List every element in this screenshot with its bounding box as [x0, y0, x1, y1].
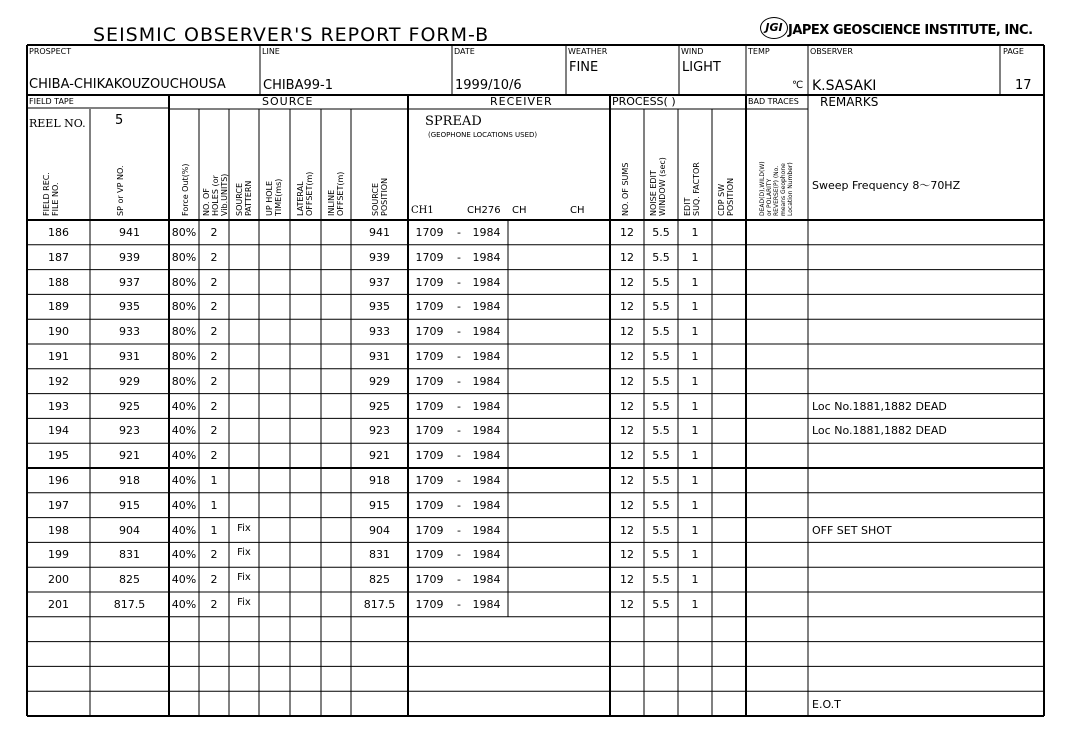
noise-edit-header: NOISE EDIT WINDOW (sec) [649, 157, 667, 216]
ch1-location-cell: 1709 [415, 275, 444, 289]
range-dash: - [457, 523, 461, 537]
force-out-cell: 80% [171, 325, 197, 339]
range-dash: - [457, 598, 461, 611]
sp-vp-cell: 923 [119, 424, 140, 438]
sp-vp-header: SP or VP NO. [116, 165, 125, 216]
ch276-location-cell: 1984 [472, 399, 501, 413]
edit-factor-cell: 1 [691, 374, 699, 388]
holes-cell: 2 [210, 449, 218, 463]
source-pattern-cell: Fix [237, 547, 251, 559]
edit-factor-cell: 1 [691, 498, 699, 512]
bad-traces-header: BAD TRACES [748, 97, 799, 106]
ch1-location-cell: 1709 [415, 350, 444, 363]
field-rec-cell: 188 [48, 275, 69, 289]
edit-factor-cell: 1 [691, 523, 699, 537]
force-out-cell: 40% [171, 449, 197, 463]
ch276-location-cell: 1984 [472, 573, 501, 587]
range-dash: - [457, 350, 461, 363]
observer-value: K.SASAKI [812, 78, 877, 94]
noise-edit-cell: 5.5 [652, 300, 670, 314]
field-rec-cell: 189 [48, 300, 69, 314]
ch276-location-cell: 1984 [472, 424, 501, 438]
date-value: 1999/10/6 [455, 78, 522, 93]
field-rec-cell: 197 [48, 498, 69, 512]
holes-cell: 1 [210, 474, 218, 487]
num-sums-cell: 12 [620, 350, 634, 363]
noise-edit-cell: 5.5 [652, 374, 670, 388]
sp-vp-cell: 941 [119, 226, 140, 239]
field-rec-cell: 199 [48, 548, 69, 562]
holes-cell: 1 [210, 523, 218, 537]
ch1-location-cell: 1709 [415, 226, 444, 239]
spread-label: SPREAD [425, 114, 482, 129]
sp-vp-cell: 935 [119, 300, 140, 314]
edit-factor-header: EDIT SUQ. FACTOR [683, 162, 701, 216]
source-pattern-header: SOURCE PATTERN [235, 180, 253, 216]
force-out-cell: 80% [171, 250, 197, 264]
edit-factor-cell: 1 [691, 325, 699, 339]
ch276-location-cell: 1984 [472, 374, 501, 388]
source-position-cell: 931 [369, 350, 390, 363]
sp-vp-cell: 939 [119, 250, 140, 264]
ch276-location-cell: 1984 [472, 548, 501, 562]
num-sums-cell: 12 [620, 325, 634, 339]
ch1-location-cell: 1709 [415, 250, 444, 264]
sp-vp-cell: 929 [119, 374, 140, 388]
force-out-cell: 40% [171, 498, 197, 512]
ch1-location-cell: 1709 [415, 598, 444, 611]
field-rec-cell: 193 [48, 399, 69, 413]
holes-cell: 2 [210, 374, 218, 388]
noise-edit-cell: 5.5 [652, 449, 670, 463]
ch276-location-cell: 1984 [472, 449, 501, 463]
edit-factor-cell: 1 [691, 424, 699, 438]
ch1-location-cell: 1709 [415, 300, 444, 314]
force-out-cell: 40% [171, 573, 197, 587]
force-out-cell: 40% [171, 399, 197, 413]
sp-vp-cell: 925 [119, 399, 140, 413]
weather-label: WEATHER [568, 47, 608, 56]
holes-cell: 2 [210, 573, 218, 587]
field-rec-cell: 191 [48, 350, 69, 363]
source-position-cell: 831 [369, 548, 390, 562]
range-dash: - [457, 548, 461, 562]
num-sums-cell: 12 [620, 548, 634, 562]
sp-vp-cell: 933 [119, 325, 140, 339]
field-rec-cell: 190 [48, 325, 69, 339]
range-dash: - [457, 474, 461, 487]
range-dash: - [457, 275, 461, 289]
source-position-cell: 817.5 [363, 598, 396, 611]
ch1-location-cell: 1709 [415, 374, 444, 388]
source-position-cell: 925 [369, 399, 390, 413]
bad-trace-types-header: DEAD(D),WILD(W) or POLARITY REVERSE(P) (No. means Geophone Location Number) [759, 161, 794, 216]
num-sums-cell: 12 [620, 424, 634, 438]
source-position-cell: 918 [369, 474, 390, 487]
cdp-sw-header: CDP SW POSITION [717, 177, 735, 216]
report-title: SEISMIC OBSERVER'S REPORT FORM-B [93, 24, 490, 46]
prospect-label: PROSPECT [29, 47, 72, 56]
reel-value: 5 [115, 113, 124, 128]
sp-vp-cell: 904 [119, 523, 140, 537]
sp-vp-cell: 931 [119, 350, 140, 363]
holes-cell: 2 [210, 350, 218, 363]
num-sums-cell: 12 [620, 573, 634, 587]
range-dash: - [457, 374, 461, 388]
holes-cell: 2 [210, 250, 218, 264]
force-out-cell: 80% [171, 350, 197, 363]
ch276-location-cell: 1984 [472, 325, 501, 339]
page-value: 17 [1015, 78, 1032, 93]
holes-cell: 1 [210, 498, 218, 512]
edit-factor-cell: 1 [691, 573, 699, 587]
ch276-location-cell: 1984 [472, 523, 501, 537]
num-sums-header: NO. OF SUMS [621, 162, 630, 216]
source-position-cell: 933 [369, 325, 390, 339]
source-position-cell: 904 [369, 523, 390, 537]
range-dash: - [457, 399, 461, 413]
field-rec-cell: 196 [48, 474, 69, 487]
jgi-logo-icon: JGI [760, 17, 788, 39]
wind-value: LIGHT [682, 60, 721, 75]
edit-factor-cell: 1 [691, 226, 699, 239]
uphole-header: UP HOLE TIME(ms) [265, 178, 283, 216]
source-position-cell: 935 [369, 300, 390, 314]
force-out-cell: 40% [171, 474, 197, 487]
field-rec-cell: 198 [48, 523, 69, 537]
noise-edit-cell: 5.5 [652, 325, 670, 339]
edit-factor-cell: 1 [691, 350, 699, 363]
ch1-location-cell: 1709 [415, 449, 444, 463]
ch1-location-cell: 1709 [415, 325, 444, 339]
field-rec-cell: 195 [48, 449, 69, 463]
num-sums-cell: 12 [620, 399, 634, 413]
source-pattern-cell: Fix [237, 572, 251, 584]
num-sums-cell: 12 [620, 275, 634, 289]
source-position-cell: 937 [369, 275, 390, 289]
edit-factor-cell: 1 [691, 399, 699, 413]
ch276-location-cell: 1984 [472, 250, 501, 264]
holes-cell: 2 [210, 325, 218, 339]
noise-edit-cell: 5.5 [652, 350, 670, 363]
remarks-cell: Loc No.1881,1882 DEAD [812, 399, 947, 413]
num-sums-cell: 12 [620, 523, 634, 537]
source-position-header: SOURCE POSITION [371, 177, 389, 216]
edit-factor-cell: 1 [691, 449, 699, 463]
range-dash: - [457, 424, 461, 438]
source-position-cell: 923 [369, 424, 390, 438]
source-header: SOURCE [262, 95, 314, 108]
num-sums-cell: 12 [620, 226, 634, 239]
noise-edit-cell: 5.5 [652, 573, 670, 587]
remarks-cell: Loc No.1881,1882 DEAD [812, 424, 947, 438]
range-dash: - [457, 300, 461, 314]
source-position-cell: 915 [369, 498, 390, 512]
field-tape-label: FIELD TAPE [29, 97, 74, 106]
source-position-cell: 939 [369, 250, 390, 264]
noise-edit-cell: 5.5 [652, 523, 670, 537]
holes-cell: 2 [210, 548, 218, 562]
page-label: PAGE [1003, 47, 1024, 56]
geophone-note: (GEOPHONE LOCATIONS USED) [428, 131, 538, 139]
company-name: JAPEX GEOSCIENCE INSTITUTE, INC. [788, 23, 1033, 38]
line-label: LINE [262, 47, 280, 56]
range-dash: - [457, 498, 461, 512]
holes-cell: 2 [210, 226, 218, 239]
noise-edit-cell: 5.5 [652, 399, 670, 413]
ch276-location-cell: 1984 [472, 350, 501, 363]
source-position-cell: 825 [369, 573, 390, 587]
receiver-header: RECEIVER [490, 95, 553, 108]
holes-cell: 2 [210, 275, 218, 289]
range-dash: - [457, 573, 461, 587]
ch276-location-cell: 1984 [472, 226, 501, 239]
force-out-cell: 80% [171, 226, 197, 239]
noise-edit-cell: 5.5 [652, 598, 670, 611]
temp-unit: ℃ [792, 80, 804, 91]
ch276-location-cell: 1984 [472, 498, 501, 512]
sp-vp-cell: 825 [119, 573, 140, 587]
range-dash: - [457, 449, 461, 463]
holes-cell: 2 [210, 300, 218, 314]
noise-edit-cell: 5.5 [652, 548, 670, 562]
noise-edit-cell: 5.5 [652, 250, 670, 264]
ch276-location-cell: 1984 [472, 598, 501, 611]
num-sums-cell: 12 [620, 250, 634, 264]
field-rec-cell: 186 [48, 226, 69, 239]
ch276-location-cell: 1984 [472, 474, 501, 487]
ch1-location-cell: 1709 [415, 573, 444, 587]
date-label: DATE [454, 47, 475, 56]
noise-edit-cell: 5.5 [652, 424, 670, 438]
noise-edit-cell: 5.5 [652, 498, 670, 512]
sp-vp-cell: 937 [119, 275, 140, 289]
noise-edit-cell: 5.5 [652, 226, 670, 239]
field-rec-cell: 194 [48, 424, 69, 438]
sweep-note: Sweep Frequency 8～70HZ [812, 179, 961, 192]
field-rec-cell: 200 [48, 573, 69, 587]
edit-factor-cell: 1 [691, 598, 699, 611]
num-sums-cell: 12 [620, 374, 634, 388]
wind-label: WIND [681, 47, 704, 56]
source-position-cell: 921 [369, 449, 390, 463]
ch276-label: CH276 [467, 205, 501, 216]
field-rec-header: FIELD REC. FILE NO. [42, 172, 60, 216]
holes-header: NO. OF HOLES (or Vib.UNITS) [202, 173, 229, 216]
ch-label-b: CH [570, 205, 585, 216]
ch1-location-cell: 1709 [415, 399, 444, 413]
lateral-offset-header: LATERAL OFFSET(m) [296, 171, 314, 216]
edit-factor-cell: 1 [691, 548, 699, 562]
holes-cell: 2 [210, 399, 218, 413]
field-rec-cell: 192 [48, 374, 69, 388]
source-pattern-cell: Fix [237, 597, 251, 608]
sp-vp-cell: 915 [119, 498, 140, 512]
force-out-cell: 80% [171, 300, 197, 314]
field-rec-cell: 201 [48, 598, 69, 611]
sp-vp-cell: 817.5 [113, 598, 146, 611]
num-sums-cell: 12 [620, 300, 634, 314]
noise-edit-cell: 5.5 [652, 474, 670, 487]
num-sums-cell: 12 [620, 498, 634, 512]
holes-cell: 2 [210, 424, 218, 438]
prospect-value: CHIBA-CHIKAKOUZOUCHOUSA [29, 77, 226, 92]
num-sums-cell: 12 [620, 598, 634, 611]
ch1-location-cell: 1709 [415, 548, 444, 562]
sp-vp-cell: 918 [119, 474, 140, 487]
source-position-cell: 929 [369, 374, 390, 388]
ch276-location-cell: 1984 [472, 300, 501, 314]
edit-factor-cell: 1 [691, 474, 699, 487]
range-dash: - [457, 325, 461, 339]
holes-cell: 2 [210, 598, 218, 611]
force-out-cell: 40% [171, 598, 197, 611]
force-out-cell: 40% [171, 548, 197, 562]
ch1-location-cell: 1709 [415, 523, 444, 537]
process-header: PROCESS( ) [612, 95, 676, 108]
sp-vp-cell: 921 [119, 449, 140, 463]
remarks-header: REMARKS [820, 95, 879, 109]
ch1-location-cell: 1709 [415, 474, 444, 487]
ch1-label: CH1 [411, 205, 434, 216]
edit-factor-cell: 1 [691, 300, 699, 314]
eot-marker: E.O.T [812, 698, 841, 711]
force-out-cell: 80% [171, 275, 197, 289]
num-sums-cell: 12 [620, 474, 634, 487]
ch276-location-cell: 1984 [472, 275, 501, 289]
force-out-cell: 80% [171, 374, 197, 388]
field-rec-cell: 187 [48, 250, 69, 264]
force-out-cell: 40% [171, 523, 197, 537]
num-sums-cell: 12 [620, 449, 634, 463]
force-out-cell: 40% [171, 424, 197, 438]
noise-edit-cell: 5.5 [652, 275, 670, 289]
ch1-location-cell: 1709 [415, 424, 444, 438]
weather-value: FINE [569, 60, 599, 75]
line-value: CHIBA99-1 [263, 78, 334, 93]
observer-label: OBSERVER [810, 47, 853, 56]
edit-factor-cell: 1 [691, 250, 699, 264]
ch-label-a: CH [512, 205, 527, 216]
temp-label: TEMP [748, 47, 770, 56]
inline-offset-header: INLINE OFFSET(m) [327, 171, 345, 216]
ch1-location-cell: 1709 [415, 498, 444, 512]
source-position-cell: 941 [369, 226, 390, 239]
range-dash: - [457, 226, 461, 239]
range-dash: - [457, 250, 461, 264]
edit-factor-cell: 1 [691, 275, 699, 289]
force-out-header: Force Out(%) [181, 163, 190, 216]
remarks-cell: OFF SET SHOT [812, 523, 892, 537]
sp-vp-cell: 831 [119, 548, 140, 562]
reel-label: REEL NO. [29, 117, 86, 130]
source-pattern-cell: Fix [237, 522, 251, 534]
